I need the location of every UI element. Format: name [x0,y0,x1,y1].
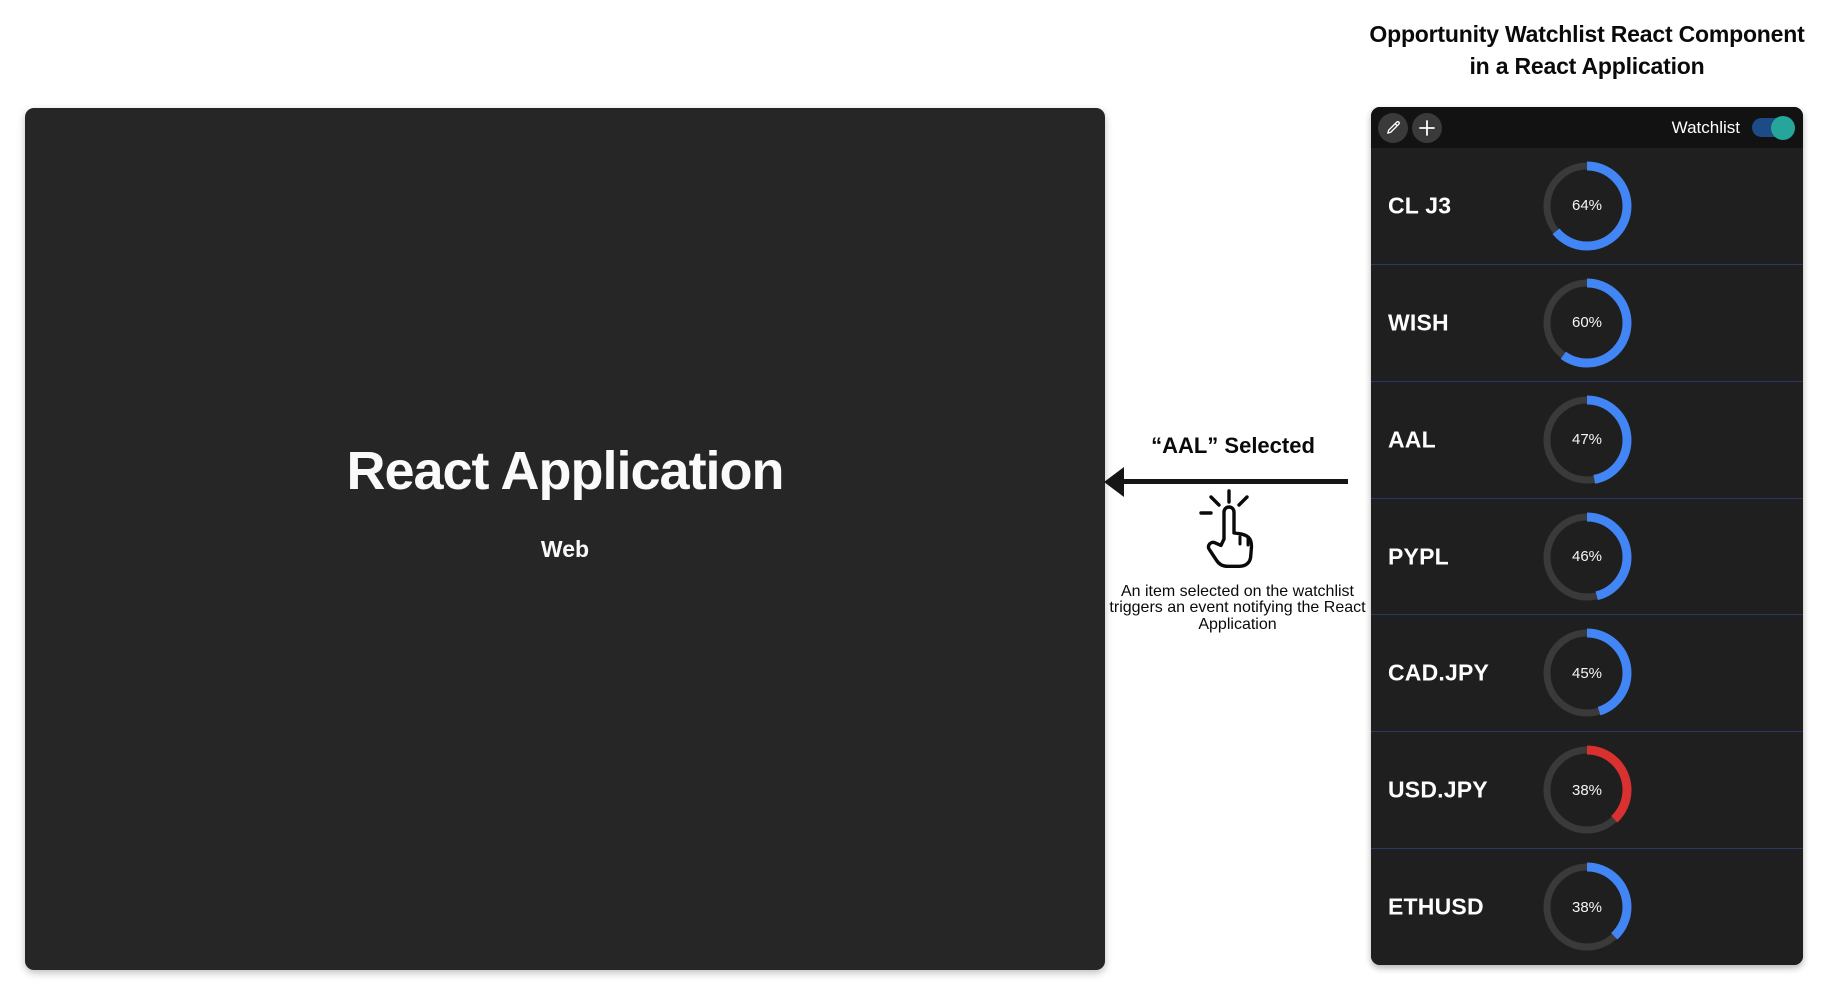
progress-ring [1541,511,1633,603]
watchlist-toggle[interactable] [1752,118,1793,137]
percent-label: 64% [1571,197,1603,215]
progress-ring [1541,394,1633,486]
percent-label: 38% [1571,781,1603,799]
symbol-label: WISH [1388,309,1449,336]
watchlist-item[interactable] [1371,615,1803,732]
plus-icon [1418,119,1436,137]
watchlist-item[interactable] [1371,265,1803,382]
progress-ring [1541,160,1633,252]
symbol-label: AAL [1388,426,1436,453]
watchlist-panel [1371,107,1803,965]
react-application-box [25,108,1105,970]
diagram-title-line2: in a React Application [1469,53,1705,79]
watchlist-item[interactable] [1371,148,1803,265]
symbol-label: ETHUSD [1388,893,1484,920]
watchlist-item[interactable] [1371,849,1803,965]
selected-label: “AAL” Selected [1151,433,1315,458]
toggle-knob [1771,116,1795,140]
watchlist-header [1371,107,1803,148]
progress-ring [1541,277,1633,369]
tap-click-icon [1198,488,1262,570]
annotation-description: An item selected on the watchlist triggers an event notifying the React Application [1109,583,1366,633]
event-arrow-line [1122,479,1348,484]
edit-button[interactable] [1378,113,1408,143]
percent-label: 38% [1571,898,1603,916]
symbol-label: USD.JPY [1388,776,1488,803]
progress-ring [1541,744,1633,836]
percent-label: 46% [1571,548,1603,565]
symbol-label: PYPL [1388,543,1449,569]
progress-ring [1541,861,1633,953]
percent-label: 45% [1571,664,1603,682]
event-arrow-head [1104,467,1124,497]
pencil-icon [1385,119,1402,136]
react-application-title: React Application [346,441,784,501]
watchlist-item[interactable] [1371,732,1803,849]
symbol-label: CAD.JPY [1388,659,1490,686]
progress-ring [1541,627,1633,719]
diagram-title-line1: Opportunity Watchlist React Component [1369,21,1805,47]
watchlist-item[interactable] [1371,499,1803,616]
watchlist-label: Watchlist [1671,117,1740,137]
react-application-subtitle: Web [540,536,590,562]
watchlist-rows [1371,148,1803,965]
add-button[interactable] [1412,113,1442,143]
watchlist-item[interactable] [1371,382,1803,499]
percent-label: 47% [1571,431,1603,449]
percent-label: 60% [1571,314,1603,332]
symbol-label: CL J3 [1388,192,1452,219]
diagram-title [1352,18,1822,82]
